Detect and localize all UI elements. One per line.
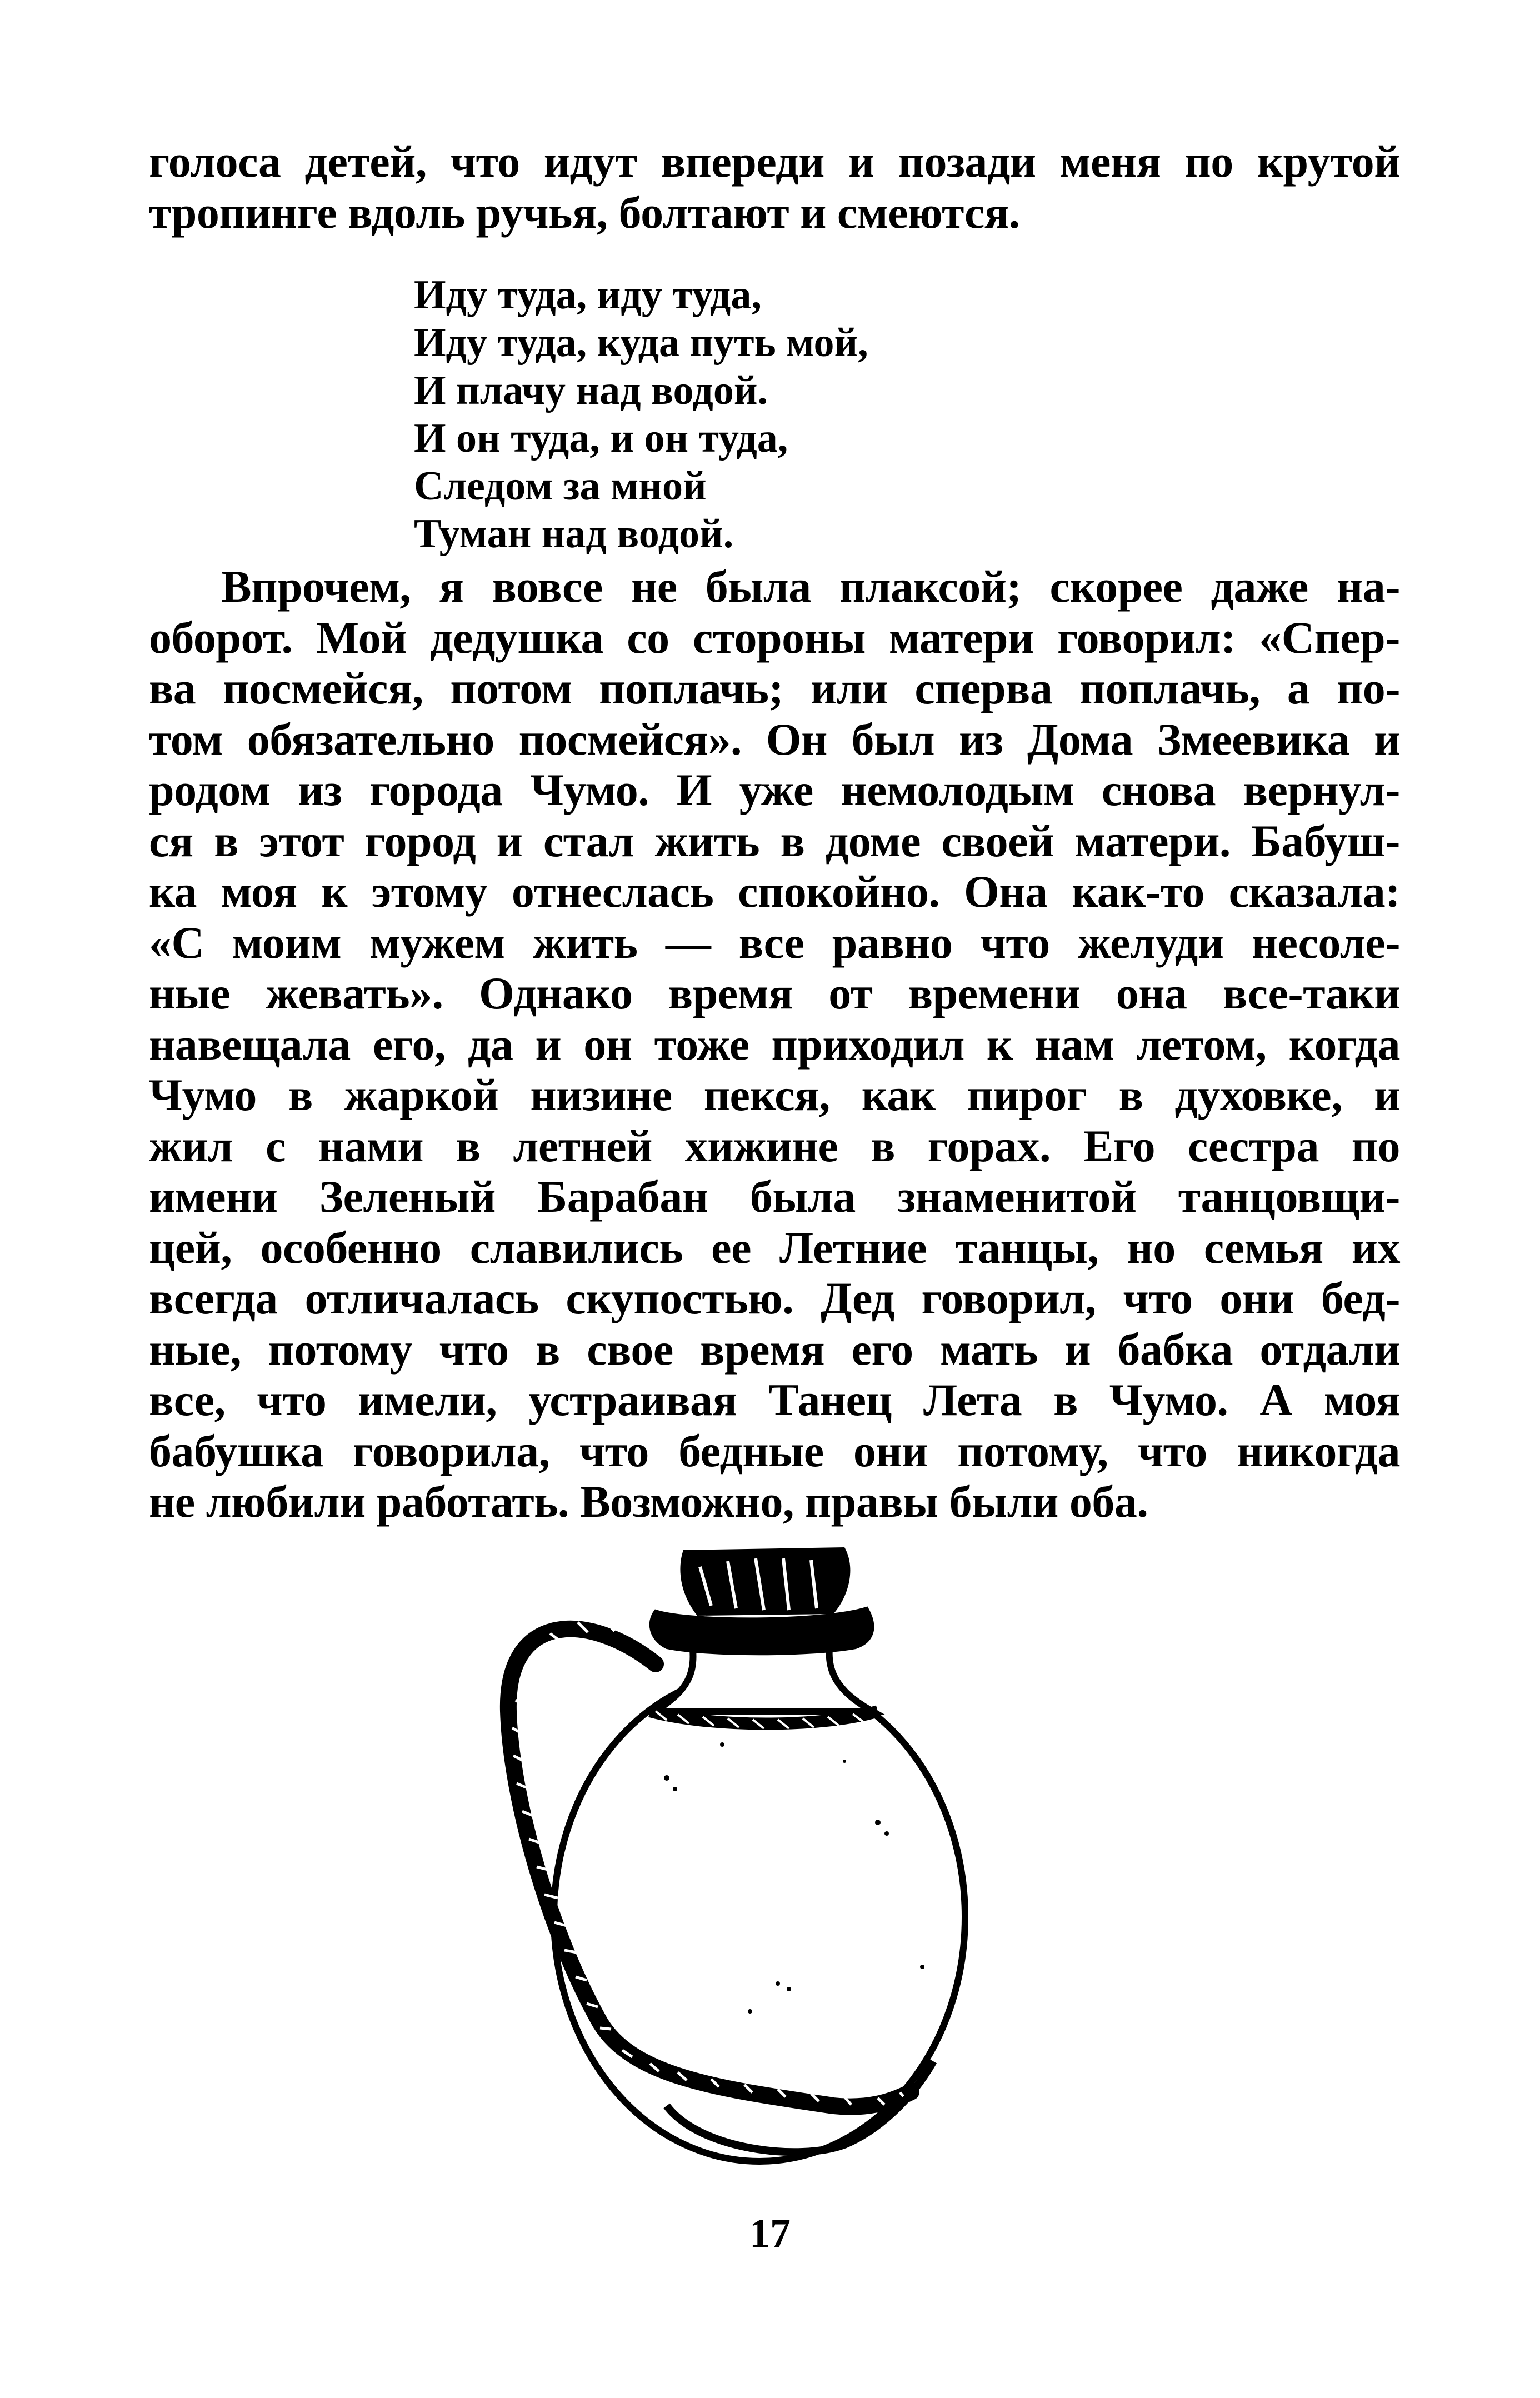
text-line: жил с нами в летней хижине в горах. Его сестра по [149, 1120, 1400, 1171]
opening-paragraph [149, 136, 1400, 238]
text-line: ва посмейся, потом поплачь; или сперва поплачь, а по- [149, 663, 1400, 713]
text-line: имени Зеленый Барабан была знаменитой танцовщи- [149, 1171, 1400, 1222]
text-line: ся в этот город и стал жить в доме своей матери. Бабуш- [149, 815, 1400, 866]
poem-line: И плачу над водой. [414, 368, 768, 413]
text-line: ные жевать». Однако время от времени она все-таки [149, 968, 1400, 1018]
text-line: тропинге вдоль ручья, болтают и смеются. [149, 187, 1020, 238]
poem-line: Туман над водой. [414, 511, 734, 557]
text-line: бабушка говорила, что бедные они потому, что никогда [149, 1425, 1400, 1476]
text-line: навещала его, да и он тоже приходил к нам летом, когда [149, 1018, 1400, 1070]
text-line: Чумо в жаркой низине пекся, как пирог в духовке, и [149, 1070, 1400, 1120]
text-line: Впрочем, я вовсе не была плаксой; скорее даже на- [221, 561, 1400, 612]
text-line: ка моя к этому отнеслась спокойно. Она как-то сказала: [149, 866, 1400, 917]
poem-line: И он туда, и он туда, [414, 416, 788, 461]
text-line: не любили работать. Возможно, правы были оба. [149, 1476, 1148, 1527]
jug-illustration [489, 1545, 978, 2211]
page-number: 17 [749, 2211, 791, 2256]
poem-line: Следом за мной [414, 463, 707, 509]
text-line: всегда отличалась скупостью. Дед говорил, что они бед- [149, 1273, 1400, 1323]
text-line: оборот. Мой дедушка со стороны матери говорил: «Спер- [149, 612, 1400, 663]
poem-line: Иду туда, куда путь мой, [414, 320, 868, 366]
text-line: цей, особенно славились ее Летние танцы, но семья их [149, 1222, 1400, 1273]
main-paragraph [149, 561, 1400, 1527]
jug-icon [508, 1547, 965, 2161]
text-line: родом из города Чумо. И уже немолодым снова вернул- [149, 765, 1400, 815]
text-line: том обязательно посмейся». Он был из Дома Змеевика и [149, 713, 1400, 765]
text-line: «С моим мужем жить — все равно что желуди несоле- [149, 917, 1400, 968]
poem-verse [414, 271, 868, 558]
text-line: все, что имели, устраивая Танец Лета в Чумо. А моя [149, 1375, 1400, 1425]
text-line: голоса детей, что идут впереди и позади меня по крутой [149, 136, 1400, 187]
poem-line: Иду туда, иду туда, [414, 272, 762, 318]
text-line: ные, потому что в свое время его мать и бабка отдали [149, 1323, 1400, 1375]
